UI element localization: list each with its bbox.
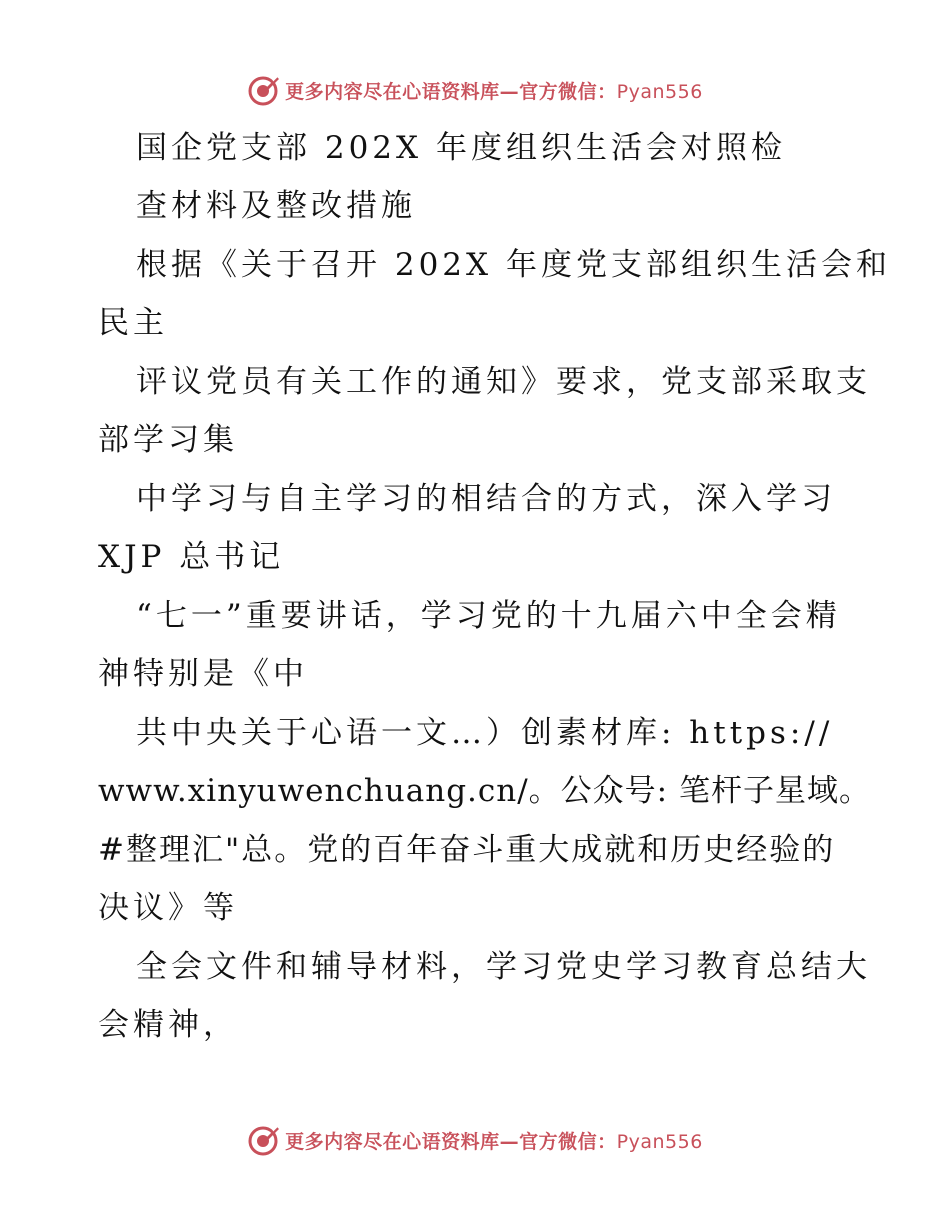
footer-banner-id: Pyan556 bbox=[616, 1130, 703, 1153]
text-line: 评议党员有关工作的通知》要求，党支部采取支 bbox=[136, 364, 871, 400]
text-line: #整理汇"总。党的百年奋斗重大成就和历史经验的 bbox=[98, 832, 836, 868]
text-line: 根据《关于召开 202X 年度党支部组织生活会和 bbox=[136, 247, 891, 283]
header-banner-id: Pyan556 bbox=[616, 80, 703, 103]
text-line: XJP 总书记 bbox=[98, 539, 285, 575]
text-line: 共中央关于心语一文…）创素材库: https:// bbox=[136, 715, 834, 751]
header-banner-text: 更多内容尽在心语资料库—官方微信：Pyan556 bbox=[285, 80, 703, 103]
footer-banner bbox=[0, 1122, 950, 1158]
text-line: www.xinyuwenchuang.cn/。公众号: 笔杆子星域。 bbox=[98, 773, 871, 809]
text-line: “七一”重要讲话，学习党的十九届六中全会精 bbox=[136, 598, 841, 634]
text-line: 决议》等 bbox=[98, 890, 238, 926]
text-line: 民主 bbox=[98, 305, 168, 341]
pen-logo-icon bbox=[247, 1123, 281, 1157]
text-line: 国企党支部 202X 年度组织生活会对照检 bbox=[136, 130, 786, 166]
text-line: 部学习集 bbox=[98, 422, 238, 458]
footer-banner-text: 更多内容尽在心语资料库—官方微信：Pyan556 bbox=[285, 1130, 703, 1153]
text-line: 神特别是《中 bbox=[98, 656, 308, 692]
text-line: 会精神， bbox=[98, 1007, 238, 1043]
text-line: 中学习与自主学习的相结合的方式，深入学习 bbox=[136, 481, 836, 517]
text-line: 查材料及整改措施 bbox=[136, 188, 416, 224]
text-line: 全会文件和辅导材料，学习党史学习教育总结大 bbox=[136, 949, 871, 985]
